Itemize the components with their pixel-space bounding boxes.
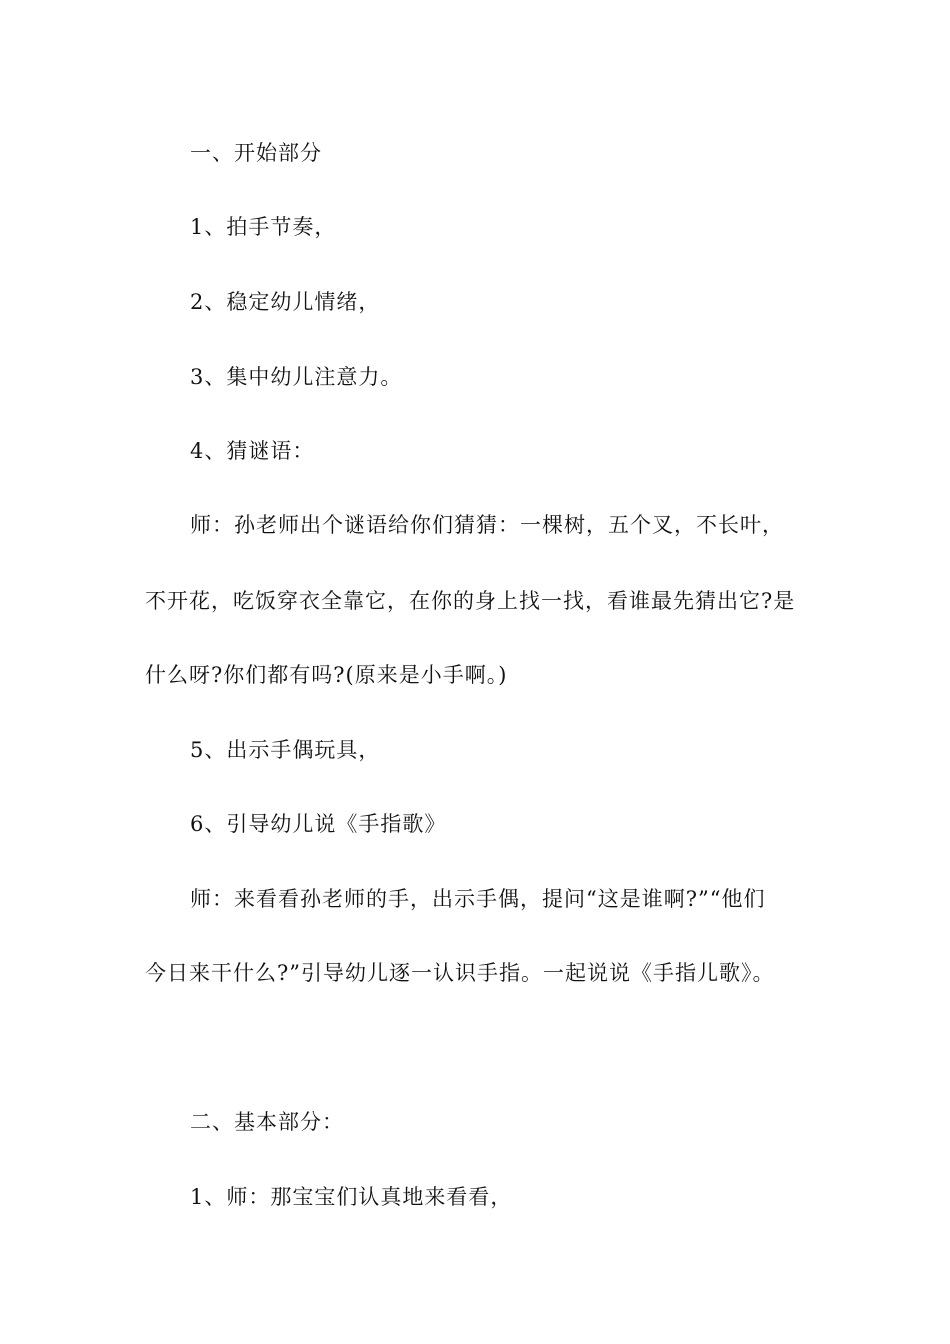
- section-heading-basic: 二、基本部分：: [190, 1110, 344, 1134]
- paragraph-puppet-line-2: 今日来干什么?”引导幼儿逐一认识手指。一起说说《手指儿歌》。: [145, 961, 775, 985]
- paragraph-riddle-line-3: 什么呀?你们都有吗?(原来是小手啊。): [145, 663, 508, 687]
- list-item-clap-rhythm: 1、拍手节奏，: [190, 215, 337, 239]
- list-item-riddle: 4、猜谜语：: [190, 439, 315, 463]
- paragraph-riddle-line-2: 不开花，吃饭穿衣全靠它，在你的身上找一找，看谁最先猜出它?是: [145, 589, 796, 613]
- section-heading-start: 一、开始部分: [190, 141, 322, 165]
- list-item-focus-attention: 3、集中幼儿注意力。: [190, 365, 403, 389]
- list-item-hand-puppet: 5、出示手偶玩具，: [190, 738, 381, 762]
- paragraph-riddle-line-1: 师：孙老师出个谜语给你们猜猜：一棵树，五个叉，不长叶，: [190, 513, 784, 537]
- paragraph-puppet-line-1: 师：来看看孙老师的手，出示手偶，提问“这是谁啊?”“他们: [190, 887, 766, 911]
- list-item-stabilize-emotion: 2、稳定幼儿情绪，: [190, 290, 381, 314]
- list-item-finger-song: 6、引导幼儿说《手指歌》: [190, 812, 447, 836]
- list-item-look-carefully: 1、师：那宝宝们认真地来看看，: [190, 1185, 513, 1209]
